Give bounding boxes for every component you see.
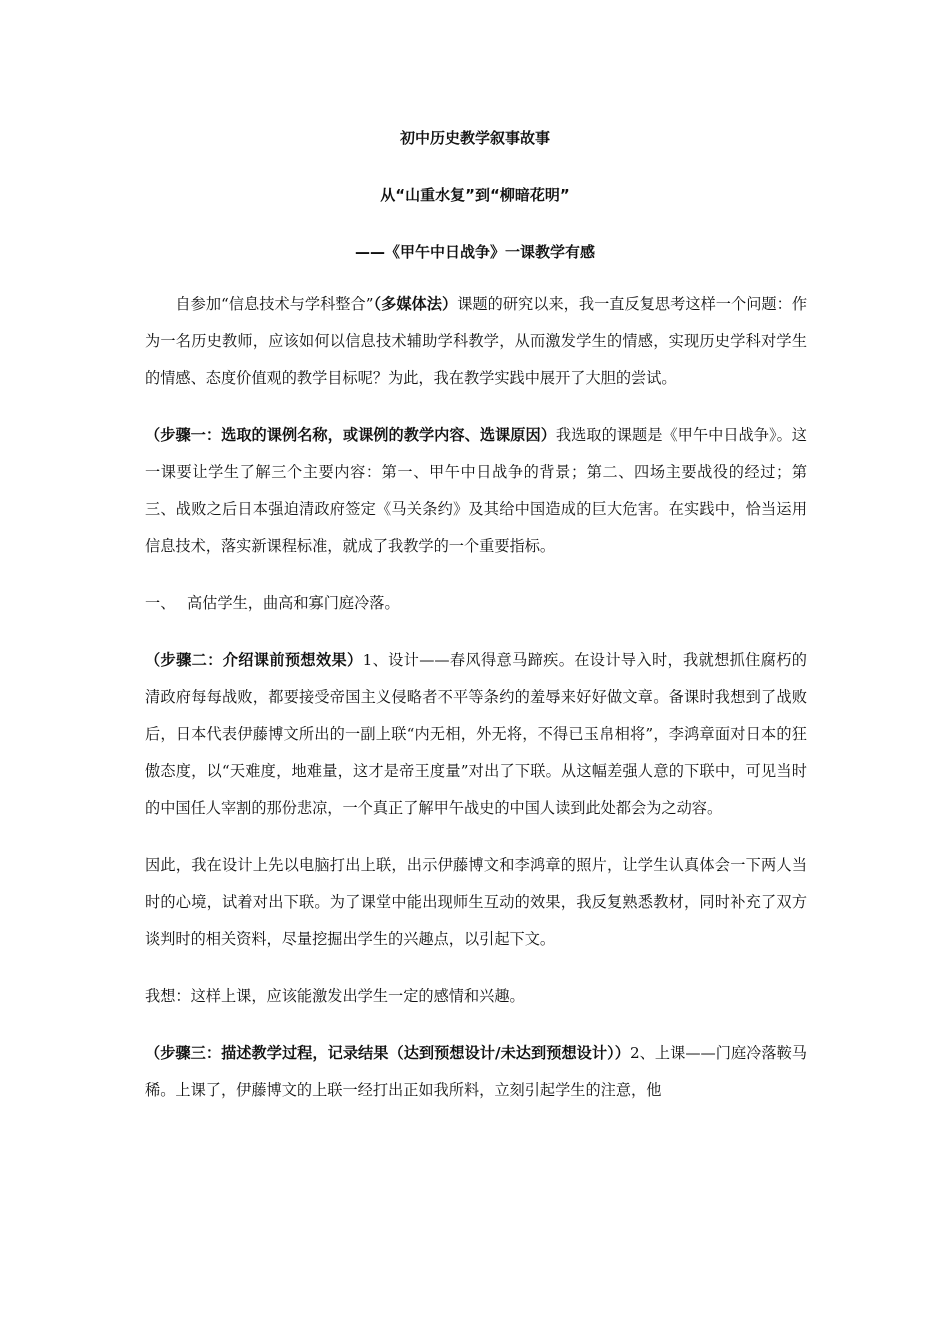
- section-heading-1: [145, 585, 807, 622]
- document-subtitle: 从“山重水复”到“柳暗花明”: [380, 186, 570, 204]
- paragraph-design: 因此，我在设计上先以电脑打出上联，出示伊藤博文和李鸿章的照片，让学生认真体会一下两人当时的心境，试着对出下联。为了课堂中能出现师生互动的效果，我反复熟悉教材，同时补充了双方谈判时的相关资料，尽量挖掘出学生的兴趣点，以引起下文。: [145, 856, 807, 948]
- paragraph-step-2: [145, 642, 807, 827]
- paragraph-step-1: [145, 417, 807, 565]
- document-title: 初中历史教学叙事故事: [399, 129, 550, 147]
- paragraph-intro-bold: （多媒体法）: [373, 295, 458, 313]
- paragraph-intro: [145, 286, 807, 397]
- section-heading-text: 高估学生，曲高和寡门庭冷落。: [187, 594, 400, 612]
- paragraph-thought: 我想：这样上课，应该能激发出学生一定的感情和兴趣。: [145, 987, 525, 1005]
- step-3-text: 2、上课——门庭冷落鞍马稀。上课了，伊藤博文的上联一经打出正如我所料，立刻引起学生的注意，他: [145, 1044, 807, 1099]
- step-2-label: （步骤二：介绍课前预想效果）: [145, 651, 363, 669]
- step-2-text: 1、设计——春风得意马蹄疾。在设计导入时，我就想抓住腐朽的清政府每每战败，都要接受帝国主义侵略者不平等条约的羞辱来好好做文章。备课时我想到了战败后，日本代表伊藤博文所出的一副上联“内无相，外无将，不得已玉帛相将”，李鸿章面对日本的狂傲态度，以“天难度，地难量，这才是帝王度量”对出了下联。从这幅差强人意的下联中，可见当时的中国任人宰割的那份悲凉，一个真正了解甲午战史的中国人读到此处都会为之动容。: [145, 651, 807, 817]
- step-1-text: 我选取的课题是《甲午中日战争》。这一课要让学生了解三个主要内容：第一、甲午中日战争的背景；第二、四场主要战役的经过；第三、战败之后日本强迫清政府签定《马关条约》及其给中国造成的巨大危害。在实践中，恰当运用信息技术，落实新课程标准，就成了我教学的一个重要指标。: [145, 426, 807, 555]
- document-subtitle-2: ——《甲午中日战争》一课教学有感: [354, 243, 595, 261]
- paragraph-intro-text-a: 自参加“信息技术与学科整合”: [175, 295, 374, 313]
- section-heading-number: 一、: [145, 594, 176, 612]
- paragraph-step-3: [145, 1035, 807, 1109]
- step-1-label: （步骤一：选取的课例名称，或课例的教学内容、选课原因）: [145, 426, 556, 444]
- paragraph-intro-text-b: 课题的研究以来，我一直反复思考这样一个问题：作为一名历史教师，应该如何以信息技术辅助学科教学，从而激发学生的情感，实现历史学科对学生的情感、态度价值观的教学目标呢？为此，我在教学实践中展开了大胆的尝试。: [145, 295, 808, 387]
- step-3-label: （步骤三：描述教学过程，记录结果（达到预想设计/未达到预想设计））: [145, 1044, 630, 1062]
- document-body: [145, 286, 807, 1129]
